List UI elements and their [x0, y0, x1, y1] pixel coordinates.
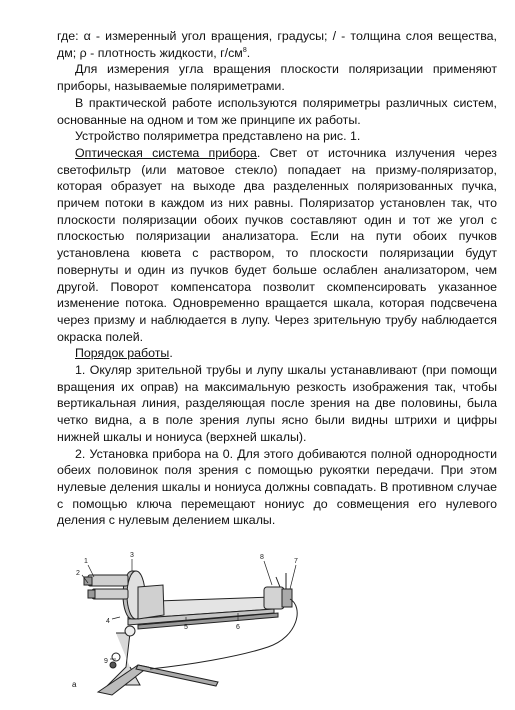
figure-sub-label: а — [72, 680, 77, 689]
formula-note — [57, 28, 497, 61]
document-text — [57, 28, 497, 529]
figure-label-4: 4 — [106, 618, 110, 625]
figure-label-9: 9 — [104, 658, 108, 665]
paragraph-device: Устройство поляриметра представлено на рис. 1. — [75, 129, 361, 144]
figure-label-5: 5 — [184, 624, 188, 631]
procedure-step-2: 2. Установка прибора на 0. Для этого добиваются полной однородности обеих половинок поля зрения с помощью рукоятки передачи. При этом нулевые деления шкалы и нониуса должны совпадать. В противном случае с помощью ключа перемещают нониус до совмещения его нулевого деления с нулевым делением шкалы. — [57, 446, 497, 528]
figure-label-2: 2 — [76, 570, 80, 577]
figure-label-8: 8 — [260, 554, 264, 561]
figure-label-1: 1 — [84, 558, 88, 565]
formula-note-superscript: 8 — [242, 46, 247, 54]
formula-note-text: где: α - измеренный угол вращения, градусы; / - толщина слоя вещества, дм; ρ - плотность жидкости, г/см — [57, 29, 497, 60]
figure-label-6: 6 — [236, 624, 240, 631]
figure-label-3: 3 — [130, 552, 134, 559]
procedure-heading: Порядок работы — [75, 346, 170, 361]
paragraph-optical-system — [57, 145, 497, 345]
formula-note-end: . — [246, 45, 251, 60]
polarimeter-figure — [68, 547, 308, 697]
procedure-heading-end: . — [169, 346, 173, 361]
paragraph-instruments: Для измерения угла вращения плоскости поляризации применяют приборы, называемые поляриметрами. — [57, 62, 497, 94]
optical-system-heading: Оптическая система прибора — [75, 145, 257, 160]
optical-system-text: . Свет от источника излучения через светофильтр (или матовое стекло) попадает на призму-поляризатор, которая образует на выходе два разделенных поляризованных пучка, причем потоки в каждом из них равны. Поляризатор установлен так, что плоскости поляризации обоих пучков составляют один и тот же угол с плоскостью поляризации анализатора. Если на пути обоих пучков установлена кювета с раствором, то плоскости поляризации будут повернуты и один из пучков будет больше ослаблен анализатором, чем другой. Поворот компенсатора позволит скомпенсировать указанное изменение потока. Одновременно вращается шкала, которая подсвечена через призму и наблюдается в лупу. Через зрительную трубу наблюдается окраска полей. — [57, 145, 497, 344]
procedure-step-1: 1. Окуляр зрительной трубы и лупу шкалы устанавливают (при помощи вращения их оправ) на максимальную резкость изображения так, чтобы вертикальная линия, разделяющая после зрения на две половины, была четко видна, а в поле зрения лупы ясно были видны штрихи и цифры нижней шкалы и нониуса (верхней шкалы). — [57, 363, 497, 444]
figure-label-7: 7 — [294, 558, 298, 565]
paragraph-practical: В практической работе используются поляриметры различных систем, основанные на одном и том же принципе их работы. — [57, 95, 497, 127]
procedure-heading-line — [57, 345, 497, 362]
